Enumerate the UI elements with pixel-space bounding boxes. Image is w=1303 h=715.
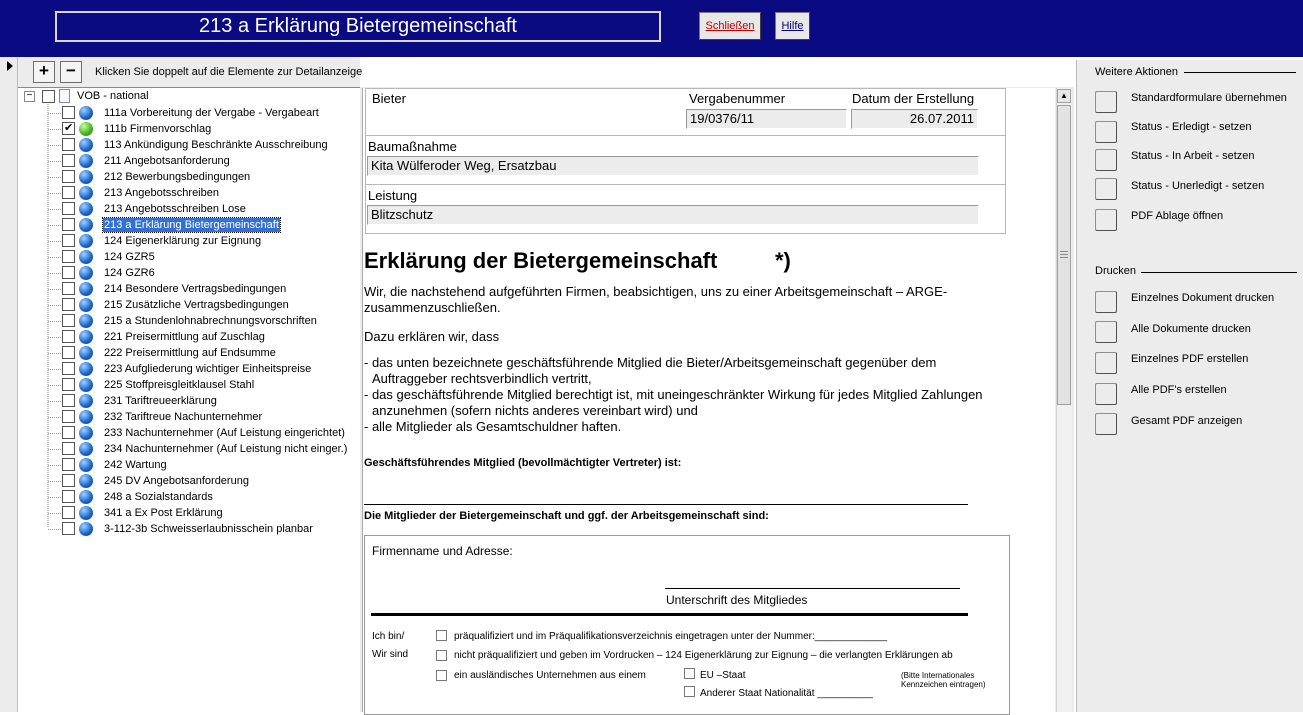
tree-item-label[interactable]: 111a Vorbereitung der Vergabe - Vergabeart — [104, 107, 319, 119]
tree-connector — [48, 257, 61, 258]
intro-line-2: zusammenzuschließen. — [364, 300, 501, 315]
tree-item-checkbox[interactable] — [62, 474, 75, 487]
foreign-company-text: ein ausländisches Unternehmen aus einem — [454, 670, 646, 681]
status-blue-icon — [79, 266, 93, 280]
tree-item-checkbox[interactable] — [62, 266, 75, 279]
status-in-progress-label: Status - In Arbeit - setzen — [1131, 150, 1255, 162]
actions-section-title: Weitere Aktionen — [1095, 66, 1178, 78]
tree-item-label[interactable]: 211 Angebotsanforderung — [104, 155, 230, 167]
tree-connector — [48, 449, 61, 450]
bullet-3: - alle Mitglieder als Gesamtschuldner haften. — [364, 419, 622, 434]
vergabenummer-field[interactable]: 19/0376/11 — [686, 109, 847, 129]
tree-connector — [48, 273, 61, 274]
status-blue-icon — [79, 282, 93, 296]
tree-item-checkbox[interactable] — [62, 394, 75, 407]
tree-item-label[interactable]: 213 Angebotsschreiben — [104, 187, 219, 199]
tree-item-label[interactable]: 124 GZR6 — [104, 267, 155, 279]
record-pointer-icon — [7, 61, 13, 71]
status-open-button[interactable] — [1095, 178, 1117, 200]
tree-item-checkbox[interactable] — [62, 234, 75, 247]
tree-connector — [48, 193, 61, 194]
status-blue-icon — [79, 154, 93, 168]
heading-footnote-mark: *) — [775, 248, 791, 273]
status-blue-icon — [79, 522, 93, 536]
signature-label: Unterschrift des Mitgliedes — [666, 593, 808, 607]
dazu-text: Dazu erklären wir, dass — [364, 329, 500, 344]
tree-item-checkbox[interactable] — [62, 426, 75, 439]
expand-all-button[interactable]: + — [33, 61, 55, 83]
tree-root-checkbox[interactable] — [42, 90, 55, 103]
document-icon — [59, 89, 70, 103]
tree-item-checkbox[interactable] — [62, 314, 75, 327]
print-section-title: Drucken — [1095, 265, 1136, 277]
tree-item-checkbox[interactable] — [62, 442, 75, 455]
status-blue-icon — [79, 426, 93, 440]
baumassnahme-field[interactable]: Kita Wülferoder Weg, Ersatzbau — [367, 156, 979, 176]
tree-root-label[interactable]: VOB - national — [77, 90, 149, 102]
foreign-company-checkbox[interactable] — [436, 670, 447, 681]
tree-item-checkbox[interactable] — [62, 330, 75, 343]
tree-item-label[interactable]: 214 Besondere Vertragsbedingungen — [104, 283, 287, 295]
firm-name-label[interactable]: Firmenname und Adresse: — [372, 544, 513, 558]
print-all-button[interactable] — [1095, 321, 1117, 343]
tree-item-checkbox[interactable] — [62, 458, 75, 471]
tree-connector — [48, 161, 61, 162]
print-document-label: Einzelnes Dokument drucken — [1131, 292, 1275, 304]
tree-item-checkbox[interactable] — [62, 250, 75, 263]
tree-item-label[interactable]: 233 Nachunternehmer (Auf Leistung eingerichtet) — [104, 427, 345, 439]
status-blue-icon — [79, 474, 93, 488]
wir-sind-label: Wir sind — [372, 649, 409, 660]
baumassnahme-label: Baumaßnahme — [368, 139, 457, 154]
create-pdf-button[interactable] — [1095, 352, 1117, 374]
tree-item-label[interactable]: 222 Preisermittlung auf Endsumme — [104, 347, 276, 359]
tree-item-checkbox[interactable] — [62, 186, 75, 199]
actions-section-rule — [1184, 72, 1296, 73]
tree-connector — [48, 241, 61, 242]
tree-item-label[interactable]: 213 Angebotsschreiben Lose — [104, 203, 246, 215]
tree-item-checkbox[interactable] — [62, 522, 75, 535]
tree-item-checkbox[interactable] — [62, 490, 75, 503]
tree-item-label[interactable]: 213 a Erklärung Bietergemeinschaft — [104, 219, 279, 231]
other-state-checkbox[interactable] — [684, 686, 695, 697]
prequalified-checkbox[interactable] — [436, 630, 447, 641]
tree-hint: Klicken Sie doppelt auf die Elemente zur Detailanzeige — [95, 66, 363, 78]
status-blue-icon — [79, 362, 93, 376]
tree-connector — [48, 465, 61, 466]
tree-item-checkbox[interactable] — [62, 138, 75, 151]
record-selector[interactable] — [0, 57, 18, 712]
tree-item-checkbox[interactable] — [62, 218, 75, 231]
status-blue-icon — [79, 410, 93, 424]
status-blue-icon — [79, 138, 93, 152]
tree-item-label[interactable]: 221 Preisermittlung auf Zuschlag — [104, 331, 265, 343]
tree-connector — [48, 321, 61, 322]
datum-label: Datum der Erstellung — [852, 91, 975, 106]
status-blue-icon — [79, 506, 93, 520]
tree-connector — [48, 305, 61, 306]
not-prequalified-checkbox[interactable] — [436, 650, 447, 661]
country-code-note-2: Kennzeichen eintragen) — [901, 680, 986, 689]
tree-connector — [48, 113, 61, 114]
datum-field[interactable]: 26.07.2011 — [851, 109, 978, 129]
help-button[interactable]: Hilfe — [775, 12, 810, 40]
lead-member-line — [364, 504, 968, 505]
tree-item-label[interactable]: 248 a Sozialstandards — [104, 491, 213, 503]
signature-line — [665, 588, 960, 589]
bullet-2-line-1: - das geschäftsführende Mitglied berechtigt ist, mit uneingeschränkter Wirkung für jedes Mitglied Zahlungen — [364, 387, 983, 402]
scroll-up-icon[interactable]: ▲ — [1057, 89, 1071, 103]
tree-connector — [48, 145, 61, 146]
standard-forms-label: Standardformulare übernehmen — [1131, 92, 1287, 104]
standard-forms-button[interactable] — [1095, 91, 1117, 113]
status-blue-icon — [79, 298, 93, 312]
status-blue-icon — [79, 106, 93, 120]
tree-item-label[interactable]: 111b Firmenvorschlag — [104, 123, 212, 135]
print-section-rule — [1141, 272, 1297, 273]
tree-root-expander[interactable]: − — [24, 91, 35, 102]
tree-item-checkbox[interactable] — [62, 154, 75, 167]
bullet-1-line-2: Auftraggeber rechtsverbindlich vertritt, — [372, 371, 592, 386]
tree-connector — [48, 129, 61, 130]
pdf-archive-button[interactable] — [1095, 209, 1117, 231]
scroll-grip-icon — [1060, 251, 1068, 259]
tree-item-checkbox[interactable] — [62, 346, 75, 359]
status-green-icon — [79, 122, 93, 136]
bieter-label: Bieter — [372, 91, 406, 106]
status-blue-icon — [79, 442, 93, 456]
tree-item-label[interactable]: 225 Stoffpreisgleitklausel Stahl — [104, 379, 255, 391]
tree-item-label[interactable]: 124 GZR5 — [104, 251, 155, 263]
status-blue-icon — [79, 394, 93, 408]
status-blue-icon — [79, 234, 93, 248]
tree-item-checkbox[interactable] — [62, 378, 75, 391]
tree-item-label[interactable]: 245 DV Angebotsanforderung — [104, 475, 249, 487]
tree-item-checkbox[interactable] — [62, 122, 75, 135]
create-all-pdfs-button[interactable] — [1095, 383, 1117, 405]
status-blue-icon — [79, 490, 93, 504]
tree-item-label[interactable]: 223 Aufgliederung wichtiger Einheitspreise — [104, 363, 312, 375]
ich-bin-label: Ich bin/ — [372, 631, 405, 642]
tree-item-checkbox[interactable] — [62, 506, 75, 519]
tree-item-checkbox[interactable] — [62, 298, 75, 311]
status-blue-icon — [79, 250, 93, 264]
collapse-all-button[interactable]: − — [60, 61, 82, 83]
status-blue-icon — [79, 186, 93, 200]
create-all-pdfs-label: Alle PDF's erstellen — [1131, 384, 1227, 396]
status-blue-icon — [79, 330, 93, 344]
tree-item-label[interactable]: 215 Zusätzliche Vertragsbedingungen — [104, 299, 289, 311]
tree-item-label[interactable]: 242 Wartung — [104, 459, 167, 471]
tree-item-checkbox[interactable] — [62, 282, 75, 295]
eu-state-label: EU –Staat — [700, 670, 746, 681]
status-blue-icon — [79, 170, 93, 184]
tree-item-checkbox[interactable] — [62, 202, 75, 215]
other-state-label: Anderer Staat Nationalität __________ — [700, 688, 873, 699]
tree-connector — [48, 401, 61, 402]
tree-connector — [48, 177, 61, 178]
leistung-field[interactable]: Blitzschutz — [367, 205, 979, 225]
status-blue-icon — [79, 314, 93, 328]
tree-connector — [48, 337, 61, 338]
print-all-label: Alle Dokumente drucken — [1131, 323, 1251, 335]
tree-connector — [48, 289, 61, 290]
tree-connector — [48, 369, 61, 370]
status-blue-icon — [79, 218, 93, 232]
not-prequalified-text: nicht präqualifiziert und geben im Vordrucken – 124 Eigenerklärung zur Eignung – die verlangten Erklärungen ab — [454, 650, 953, 661]
tree-item-label[interactable]: 212 Bewerbungsbedingungen — [104, 171, 251, 183]
show-total-pdf-button[interactable] — [1095, 413, 1117, 435]
window-title: 213 a Erklärung Bietergemeinschaft — [55, 11, 661, 42]
tree-connector — [48, 225, 61, 226]
tree-item-label[interactable]: 234 Nachunternehmer (Auf Leistung nicht einger.) — [104, 443, 348, 455]
tree-connector — [48, 529, 61, 530]
tree-item-label[interactable]: 341 a Ex Post Erklärung — [104, 507, 223, 519]
bullet-2-line-2: anzunehmen (sofern nichts anderes vereinbart wird) und — [372, 403, 698, 418]
tree-item-label[interactable]: 231 Tariftreueerklärung — [104, 395, 217, 407]
document-page — [362, 88, 1055, 712]
tree-connector — [48, 497, 61, 498]
tree-connector — [48, 385, 61, 386]
lead-member-label: Geschäftsführendes Mitglied (bevollmächtigter Vertreter) ist: — [364, 457, 682, 469]
status-blue-icon — [79, 202, 93, 216]
leistung-label: Leistung — [368, 188, 418, 203]
country-code-note-1: (Bitte Internationales — [901, 671, 975, 680]
bullet-1-line-1: - das unten bezeichnete geschäftsführende Mitglied die Bieter/Arbeitsgemeinschaft gegenüber dem — [364, 355, 937, 370]
members-title: Die Mitglieder der Bietergemeinschaft und ggf. der Arbeitsgemeinschaft sind: — [364, 510, 769, 522]
status-blue-icon — [79, 458, 93, 472]
tree-item-checkbox[interactable] — [62, 170, 75, 183]
status-done-label: Status - Erledigt - setzen — [1131, 121, 1252, 133]
separator-rule — [371, 613, 968, 616]
intro-line-1: Wir, die nachstehend aufgeführten Firmen, beabsichtigen, uns zu einer Arbeitsgemeinschaft – ARGE- — [364, 284, 948, 299]
status-blue-icon — [79, 346, 93, 360]
create-pdf-label: Einzelnes PDF erstellen — [1131, 353, 1249, 365]
print-document-button[interactable] — [1095, 291, 1117, 313]
tree-item-label[interactable]: 124 Eigenerklärung zur Eignung — [104, 235, 262, 247]
tree-connector — [48, 209, 61, 210]
status-done-button[interactable] — [1095, 121, 1117, 143]
tree-item-label[interactable]: 113 Ankündigung Beschränkte Ausschreibung — [104, 139, 328, 151]
tree-item-checkbox[interactable] — [62, 410, 75, 423]
tree-connector — [48, 513, 61, 514]
tree-item-checkbox[interactable] — [62, 106, 75, 119]
document-heading: Erklärung der Bietergemeinschaft — [364, 248, 718, 273]
close-button[interactable]: Schließen — [699, 12, 761, 40]
tree-connector — [48, 433, 61, 434]
show-total-pdf-label: Gesamt PDF anzeigen — [1131, 415, 1243, 427]
status-in-progress-button[interactable] — [1095, 149, 1117, 171]
tree-connector — [48, 481, 61, 482]
tree-connector — [48, 417, 61, 418]
prequalified-text: präqualifiziert und im Präqualifikationsverzeichnis eingetragen unter der Nummer:_____________ — [454, 631, 888, 642]
tree-item-label[interactable]: 3-112-3b Schweisserlaubnisschein planbar — [104, 523, 313, 535]
status-blue-icon — [79, 378, 93, 392]
status-open-label: Status - Unerledigt - setzen — [1131, 180, 1265, 192]
vergabenummer-label: Vergabenummer — [689, 91, 786, 106]
eu-state-checkbox[interactable] — [684, 668, 695, 679]
tree-item-checkbox[interactable] — [62, 362, 75, 375]
tree-item-label[interactable]: 215 a Stundenlohnabrechnungsvorschriften — [104, 315, 317, 327]
pdf-archive-label: PDF Ablage öffnen — [1131, 210, 1224, 222]
tree-connector — [48, 353, 61, 354]
tree-item-label[interactable]: 232 Tariftreue Nachunternehmer — [104, 411, 263, 423]
